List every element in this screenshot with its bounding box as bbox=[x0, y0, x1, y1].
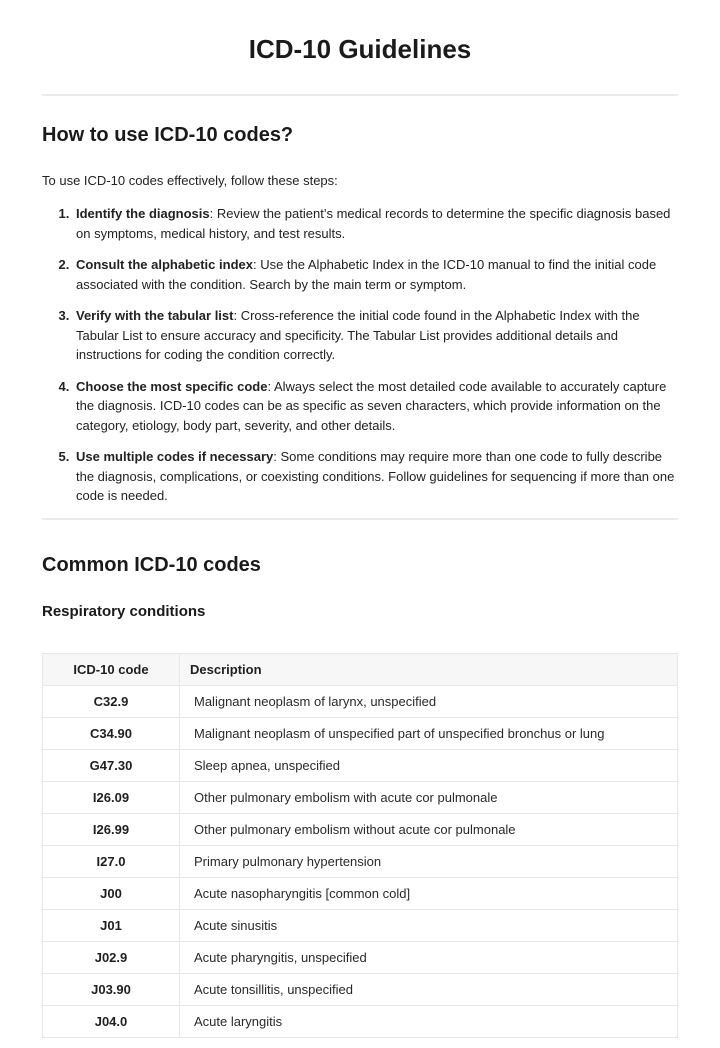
code-cell: I27.0 bbox=[43, 845, 180, 877]
description-cell: Acute tonsillitis, unspecified bbox=[180, 973, 678, 1005]
description-cell: Sleep apnea, unspecified bbox=[180, 749, 678, 781]
step-title: Use multiple codes if necessary bbox=[76, 449, 274, 464]
description-cell: Other pulmonary embolism with acute cor pulmonale bbox=[180, 781, 678, 813]
description-cell: Acute sinusitis bbox=[180, 909, 678, 941]
description-cell: Primary pulmonary hypertension bbox=[180, 845, 678, 877]
table-row bbox=[43, 813, 678, 845]
code-cell: J00 bbox=[43, 877, 180, 909]
description-cell: Acute laryngitis bbox=[180, 1005, 678, 1037]
description-cell: Other pulmonary embolism without acute cor pulmonale bbox=[180, 813, 678, 845]
code-cell: G47.30 bbox=[43, 749, 180, 781]
description-cell: Acute nasopharyngitis [common cold] bbox=[180, 877, 678, 909]
step-title: Identify the diagnosis bbox=[76, 206, 210, 221]
table-header-row bbox=[43, 653, 678, 685]
subsection-heading-respiratory: Respiratory conditions bbox=[42, 602, 206, 620]
table-row bbox=[43, 909, 678, 941]
table-row bbox=[43, 941, 678, 973]
step-title: Verify with the tabular list bbox=[76, 308, 234, 323]
table-row bbox=[43, 781, 678, 813]
table-row bbox=[43, 973, 678, 1005]
step-item bbox=[73, 204, 678, 243]
table-row bbox=[43, 845, 678, 877]
step-item bbox=[73, 306, 678, 365]
table-row bbox=[43, 749, 678, 781]
step-text: : Always select the most detailed code available to accurately capture the diagnosis. ICD-10 codes can be as specific as seven characters, which provide information on the category, etiology, body part, severity, and other details. bbox=[76, 378, 667, 433]
code-cell: C32.9 bbox=[43, 685, 180, 717]
table-row bbox=[43, 717, 678, 749]
table-row bbox=[43, 877, 678, 909]
description-cell: Malignant neoplasm of unspecified part of unspecified bronchus or lung bbox=[180, 717, 678, 749]
code-cell: C34.90 bbox=[43, 717, 180, 749]
code-cell: I26.99 bbox=[43, 813, 180, 845]
step-item bbox=[73, 447, 678, 506]
step-title: Choose the most specific code bbox=[76, 378, 268, 394]
icd-codes-table bbox=[42, 653, 678, 1038]
step-text: : Review the patient’s medical records to determine the specific diagnosis based on symptoms, medical history, and test results. bbox=[76, 206, 671, 241]
section-heading-how-to-use: How to use ICD-10 codes? bbox=[42, 124, 294, 146]
step-text: : Cross-reference the initial code found in the Alphabetic Index with the Tabular List to ensure accuracy and specificity. The Tabular List provides additional details and instructions for coding the condition correctly. bbox=[76, 308, 640, 362]
step-item bbox=[73, 377, 678, 436]
table-header-description: Description bbox=[180, 653, 678, 685]
code-cell: J04.0 bbox=[43, 1005, 180, 1037]
steps-list bbox=[42, 204, 678, 506]
step-text: : Some conditions may require more than one code to fully describe the diagnosis, complications, or coexisting conditions. Follow guidelines for sequencing if more than one code is needed. bbox=[76, 449, 675, 503]
code-cell: J03.90 bbox=[43, 973, 180, 1005]
horizontal-divider bbox=[42, 94, 678, 96]
code-cell: J02.9 bbox=[43, 941, 180, 973]
code-cell: I26.09 bbox=[43, 781, 180, 813]
description-cell: Malignant neoplasm of larynx, unspecified bbox=[180, 685, 678, 717]
table-row bbox=[43, 1005, 678, 1037]
section-heading-common-codes: Common ICD-10 codes bbox=[42, 553, 261, 576]
step-title: Consult the alphabetic index bbox=[76, 257, 253, 272]
document-page bbox=[0, 32, 720, 1038]
intro-paragraph: To use ICD-10 codes effectively, follow these steps: bbox=[42, 173, 338, 188]
table-row bbox=[43, 685, 678, 717]
code-cell: J01 bbox=[43, 909, 180, 941]
step-item bbox=[73, 255, 678, 294]
document-title: ICD-10 Guidelines bbox=[248, 34, 472, 64]
step-text: : Use the Alphabetic Index in the ICD-10 manual to find the initial code associated with the condition. Search by the main term or symptom. bbox=[76, 257, 657, 292]
description-cell: Acute pharyngitis, unspecified bbox=[180, 941, 678, 973]
table-header-code: ICD-10 code bbox=[43, 653, 180, 685]
horizontal-divider bbox=[42, 518, 678, 520]
